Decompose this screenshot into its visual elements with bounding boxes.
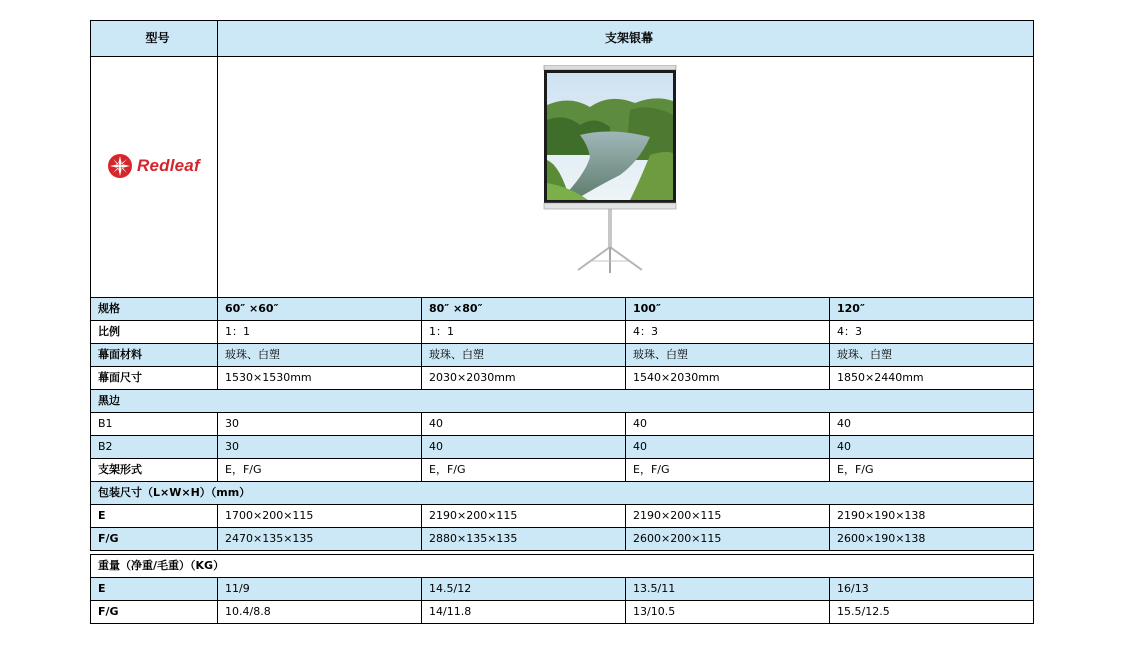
wt-e-label: E	[91, 578, 218, 601]
black-border-section-row	[91, 390, 1034, 413]
pkg-e-cell: 1700×200×115	[218, 505, 422, 528]
pkg-fg-label: F/G	[91, 528, 218, 551]
weight-title: 重量（净重/毛重）（KG）	[91, 555, 1034, 578]
brand-logo	[107, 153, 200, 179]
stand-cell: E，F/G	[422, 459, 626, 482]
logo-cell	[91, 57, 218, 298]
wt-fg-cell: 14/11.8	[422, 601, 626, 624]
wt-fg-cell: 10.4/8.8	[218, 601, 422, 624]
material-row	[91, 344, 1034, 367]
wt-e-row	[91, 578, 1034, 601]
b2-cell: 40	[626, 436, 830, 459]
spec-row	[91, 298, 1034, 321]
size-cell: 1850×2440mm	[830, 367, 1034, 390]
ratio-label: 比例	[91, 321, 218, 344]
pkg-fg-row	[91, 528, 1034, 551]
wt-fg-cell: 13/10.5	[626, 601, 830, 624]
wt-e-cell: 14.5/12	[422, 578, 626, 601]
size-cell: 1530×1530mm	[218, 367, 422, 390]
spec-table	[90, 20, 1034, 624]
pkg-e-cell: 2190×200×115	[422, 505, 626, 528]
ratio-cell: 1：1	[218, 321, 422, 344]
material-cell: 玻珠、白塑	[422, 344, 626, 367]
material-label: 幕面材料	[91, 344, 218, 367]
pkg-fg-cell: 2880×135×135	[422, 528, 626, 551]
model-header: 型号	[91, 21, 218, 57]
product-header: 支架银幕	[218, 21, 1034, 57]
stand-cell: E，F/G	[830, 459, 1034, 482]
material-cell: 玻珠、白塑	[218, 344, 422, 367]
size-label: 幕面尺寸	[91, 367, 218, 390]
b1-label: B1	[91, 413, 218, 436]
product-image-cell	[218, 57, 1034, 298]
wt-e-cell: 11/9	[218, 578, 422, 601]
b2-cell: 40	[830, 436, 1034, 459]
package-title: 包装尺寸（L×W×H）（mm）	[91, 482, 1034, 505]
wt-fg-row	[91, 601, 1034, 624]
ratio-cell: 4：3	[830, 321, 1034, 344]
header-row	[91, 21, 1034, 57]
b2-cell: 40	[422, 436, 626, 459]
pkg-fg-cell: 2470×135×135	[218, 528, 422, 551]
size-cell: 2030×2030mm	[422, 367, 626, 390]
pkg-e-cell: 2190×190×138	[830, 505, 1034, 528]
ratio-cell: 4：3	[626, 321, 830, 344]
pkg-fg-cell: 2600×190×138	[830, 528, 1034, 551]
b1-cell: 30	[218, 413, 422, 436]
stand-cell: E，F/G	[626, 459, 830, 482]
black-border-title: 黑边	[91, 390, 1034, 413]
size-row	[91, 367, 1034, 390]
spec-label: 规格	[91, 298, 218, 321]
b1-cell: 40	[422, 413, 626, 436]
ratio-cell: 1：1	[422, 321, 626, 344]
material-cell: 玻珠、白塑	[830, 344, 1034, 367]
pkg-e-label: E	[91, 505, 218, 528]
spec-cell: 60″ ×60″	[218, 298, 422, 321]
image-row	[91, 57, 1034, 298]
brand-name: Redleaf	[137, 156, 200, 175]
weight-section-row	[91, 555, 1034, 578]
b2-cell: 30	[218, 436, 422, 459]
redleaf-logo-icon	[107, 153, 133, 179]
b1-row	[91, 413, 1034, 436]
material-cell: 玻珠、白塑	[626, 344, 830, 367]
spec-cell: 80″ ×80″	[422, 298, 626, 321]
wt-e-cell: 13.5/11	[626, 578, 830, 601]
size-cell: 1540×2030mm	[626, 367, 830, 390]
wt-fg-cell: 15.5/12.5	[830, 601, 1034, 624]
pkg-e-cell: 2190×200×115	[626, 505, 830, 528]
ratio-row	[91, 321, 1034, 344]
package-section-row	[91, 482, 1034, 505]
pkg-fg-cell: 2600×200×115	[626, 528, 830, 551]
spec-cell: 120″	[830, 298, 1034, 321]
wt-e-cell: 16/13	[830, 578, 1034, 601]
spec-cell: 100″	[626, 298, 830, 321]
tripod-screen-image	[540, 65, 680, 277]
wt-fg-label: F/G	[91, 601, 218, 624]
b2-label: B2	[91, 436, 218, 459]
stand-label: 支架形式	[91, 459, 218, 482]
b1-cell: 40	[830, 413, 1034, 436]
stand-cell: E，F/G	[218, 459, 422, 482]
b2-row	[91, 436, 1034, 459]
b1-cell: 40	[626, 413, 830, 436]
stand-row	[91, 459, 1034, 482]
pkg-e-row	[91, 505, 1034, 528]
